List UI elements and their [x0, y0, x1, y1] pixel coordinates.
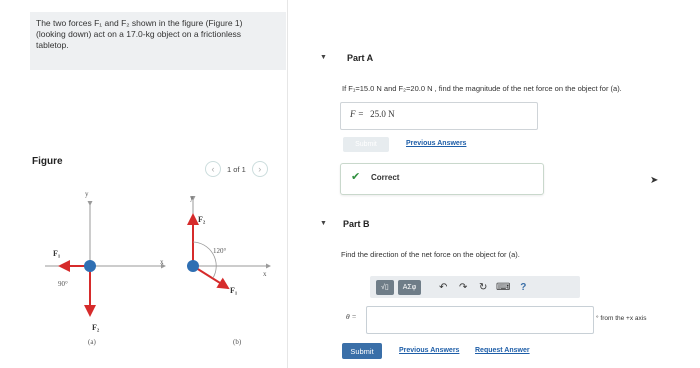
force-diagrams: [30, 180, 290, 360]
diagram-b-x-label: x: [263, 270, 267, 278]
diagram-a-caption: (a): [88, 338, 96, 346]
part-b-title[interactable]: Part B: [343, 219, 370, 229]
diagram-a-f2-label: F₂: [92, 323, 100, 332]
part-a-question: If F₁=15.0 N and F₂=20.0 N , find the magnitude of the net force on the object for (a).: [342, 84, 622, 93]
templates-button[interactable]: √▯: [376, 280, 394, 295]
diagram-b-f1-vector: [193, 266, 228, 288]
theta-label: θ =: [346, 312, 357, 321]
prev-figure-button[interactable]: ‹: [205, 161, 221, 177]
part-b-previous-answers-link[interactable]: Previous Answers: [399, 347, 460, 354]
part-a-collapse-caret[interactable]: ▼: [320, 54, 327, 61]
help-icon[interactable]: ?: [520, 281, 527, 293]
math-toolbar: [370, 276, 580, 298]
keyboard-icon[interactable]: ⌨: [496, 281, 511, 293]
figure-pager: [205, 161, 268, 177]
next-figure-button[interactable]: ›: [252, 161, 268, 177]
diagram-b-f1-label: F₁: [230, 286, 238, 295]
part-a-title[interactable]: Part A: [347, 53, 374, 63]
reset-icon[interactable]: ↻: [479, 281, 488, 293]
part-b-question: Find the direction of the net force on the object for (a).: [341, 250, 520, 259]
diagram-a-x-label: x: [160, 258, 164, 266]
diagram-a: [45, 190, 165, 346]
part-a-answer-prefix: F =: [350, 109, 364, 119]
diagram-a-y-label: y: [85, 190, 89, 198]
panel-divider: [287, 0, 288, 368]
diagram-a-f1-label: F₁: [53, 249, 61, 258]
part-a-answer-value: 25.0 N: [370, 109, 395, 119]
problem-statement: [36, 18, 286, 51]
diagram-b-caption: (b): [233, 338, 242, 346]
diagram-a-object-dot: [84, 260, 96, 272]
figure-label: Figure: [32, 156, 63, 167]
undo-icon[interactable]: ↶: [439, 281, 448, 293]
part-b-submit-button[interactable]: Submit: [342, 343, 382, 359]
checkmark-icon: ✔: [351, 171, 361, 183]
part-a-answer: [350, 109, 395, 119]
problem-line-3: tabletop.: [36, 40, 69, 50]
problem-line-2: (looking down) act on a 17.0-kg object on a frictionless: [36, 29, 242, 39]
part-a-submit-button: Submit: [343, 137, 389, 152]
symbols-button[interactable]: ΑΣφ: [398, 280, 422, 295]
problem-line-1: The two forces F₁ and F₂ shown in the figure (Figure 1): [36, 18, 243, 28]
cursor-arrow-icon: ➤: [650, 175, 659, 186]
diagram-b-y-label: y: [190, 194, 194, 202]
diagram-b-f2-label: F₂: [198, 215, 206, 224]
theta-input[interactable]: [366, 306, 594, 334]
part-a-correct-label: Correct: [371, 173, 400, 182]
diagram-b: [187, 194, 270, 346]
diagram-b-angle-label: 120°: [213, 247, 227, 255]
figure-page-count: 1 of 1: [227, 164, 246, 174]
diagram-b-object-dot: [187, 260, 199, 272]
redo-icon[interactable]: ↷: [459, 281, 468, 293]
part-a-previous-answers-link[interactable]: Previous Answers: [406, 140, 467, 147]
request-answer-link[interactable]: Request Answer: [475, 347, 530, 354]
unit-label: ° from the +x axis: [596, 315, 647, 322]
diagram-a-angle-label: 90°: [58, 280, 68, 288]
part-b-collapse-caret[interactable]: ▼: [320, 220, 327, 227]
